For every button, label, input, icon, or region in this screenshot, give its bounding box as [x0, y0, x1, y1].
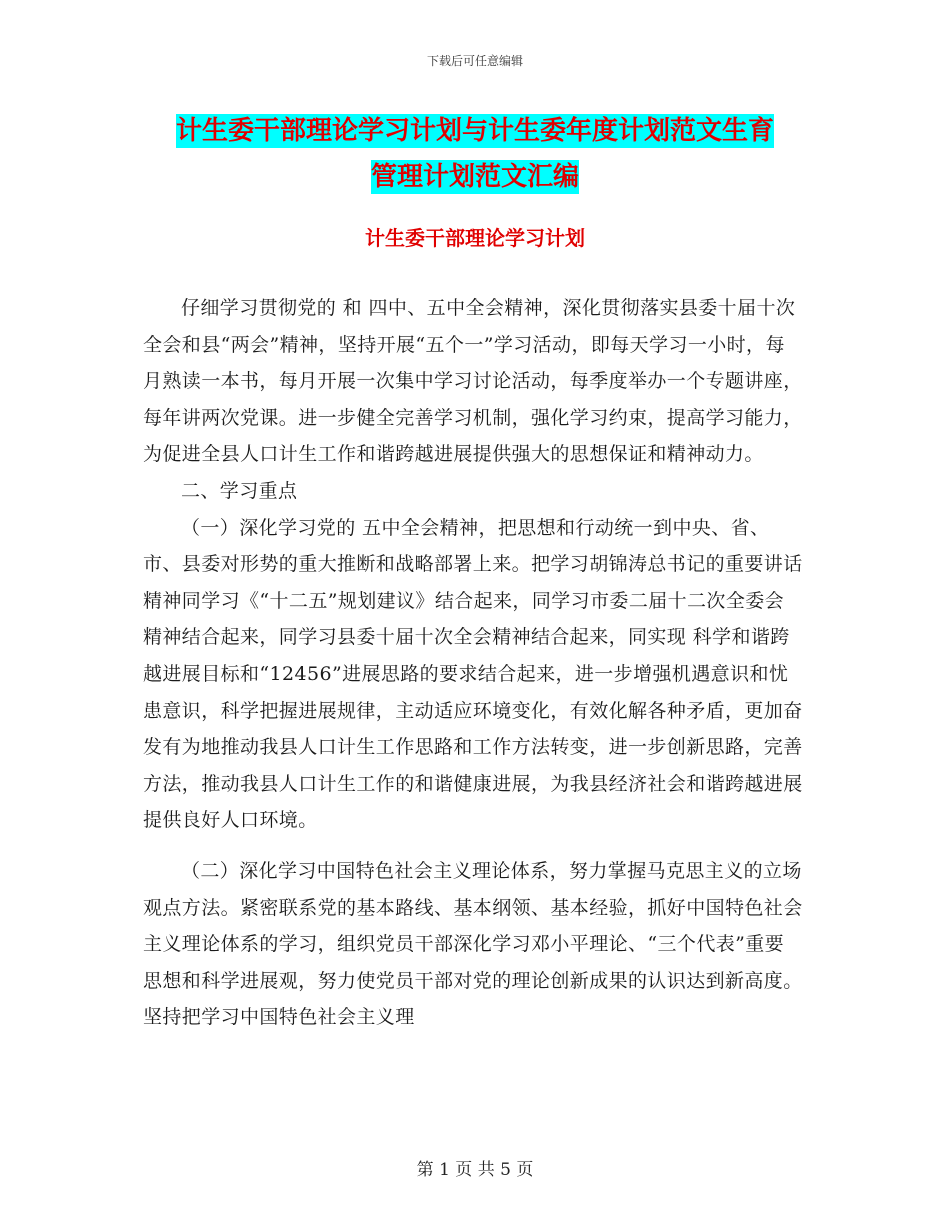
paragraph-intro: 仔细学习贯彻党的 和 四中、五中全会精神，深化贯彻落实县委十届十次全会和县“两会”精神，坚持开展“五个一”学习活动，即每天学习一小时，每月熟读一本书，每月开展一次集中学习讨论活动，每季度举办一个专题讲座，每年讲两次党课。进一步健全完善学习机制，强化学习约束，提高学习能力，为促进全县人口计生工作和谐跨越进展提供强大的思想保证和精神动力。	[143, 297, 803, 466]
document-body	[143, 290, 803, 1036]
title-line-1: 计生委干部理论学习计划与计生委年度计划范文生育	[175, 116, 774, 146]
section-title: 计生委干部理论学习计划	[365, 226, 585, 250]
page-number: 第 1 页 共 5 页	[416, 1160, 534, 1180]
paragraph-point-1: （一）深化学习党的 五中全会精神，把思想和行动统一到中央、省、市、县委对形势的重大推断和战略部署上来。把学习胡锦涛总书记的重要讲话精神同学习《“十二五”规划建议》结合起来，同学习市委二届十二次全委会精神结合起来，同学习县委十届十次全会精神结合起来，同实现 科学和谐跨越进展目标和“12456”进展思路的要求结合起来，进一步增强机遇意识和忧患意识，科学把握进展规律，主动适应环境变化，有效化解各种矛盾，更加奋发有为地推动我县人口计生工作思路和工作方法转变，进一步创新思路，完善方法，推动我县人口计生工作的和谐健康进展，为我县经济社会和谐跨越进展提供良好人口环境。	[143, 516, 803, 832]
document-title	[140, 108, 810, 200]
title-line-2: 管理计划范文汇编	[370, 162, 579, 192]
heading-study-focus: 二、学习重点	[181, 479, 298, 502]
paragraph-point-2: （二）深化学习中国特色社会主义理论体系，努力掌握马克思主义的立场观点方法。紧密联系党的基本路线、基本纲领、基本经验，抓好中国特色社会主义理论体系的学习，组织党员干部深化学习邓小平理论、“三个代表”重要思想和科学进展观，努力使党员干部对党的理论创新成果的认识达到新高度。坚持把学习中国特色社会主义理	[143, 859, 803, 1029]
header-note: 下载后可任意编辑	[426, 54, 523, 68]
